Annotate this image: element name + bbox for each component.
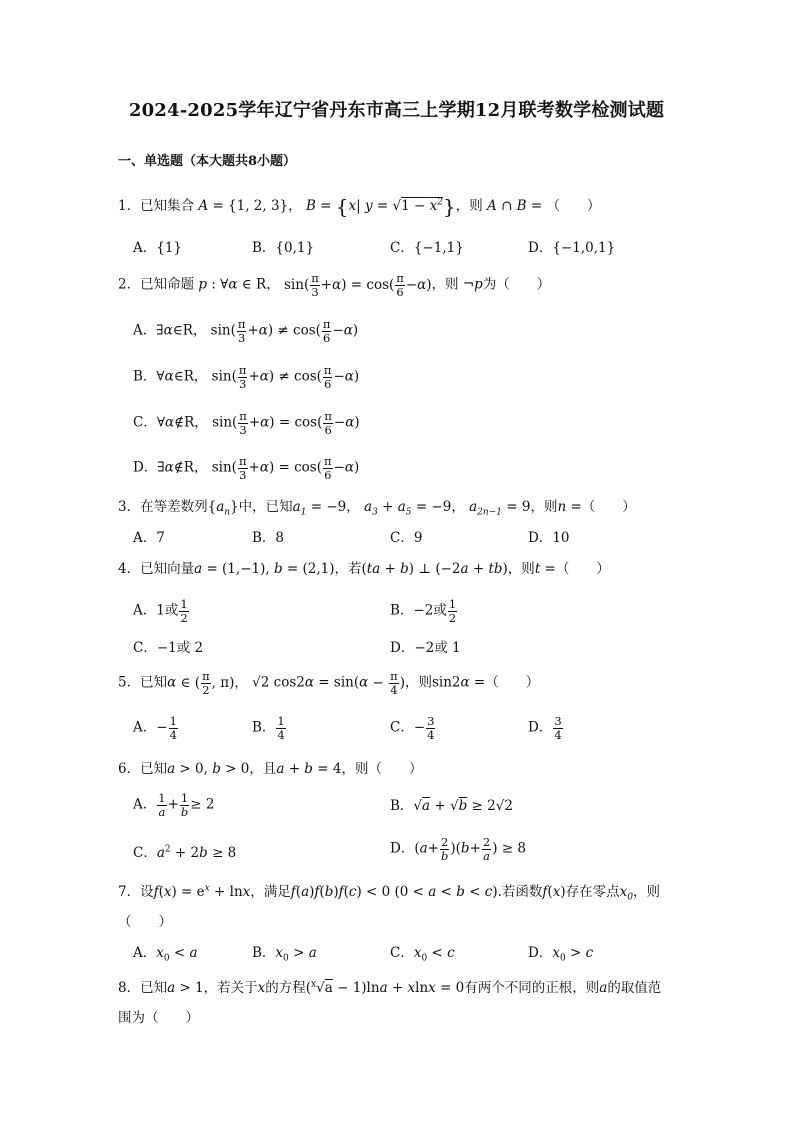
formula: p : ∀α ∈ R， xyxy=(198,276,280,293)
formula: $\{a_n\}$ xyxy=(207,499,239,518)
option-c: C．− $\frac{3}{4}$ xyxy=(390,714,435,742)
question-text: ，则（ ） xyxy=(341,761,423,777)
question-7-line2: （ ） xyxy=(118,914,172,930)
question-text: ，若 xyxy=(334,561,362,577)
question-number: 2． xyxy=(118,276,141,293)
question-number: 8． xyxy=(118,980,141,996)
question-text: 有两个不同的正根，则 xyxy=(464,980,600,996)
question-text: 的取值范 xyxy=(607,980,662,996)
question-number: 7． xyxy=(118,884,141,900)
question-text: ，则 xyxy=(404,674,432,691)
question-text: 已知向量 xyxy=(140,561,195,577)
formula: $a_1 = -9$， $a_3 + a_5 = -9$， $a_{2n-1} = 9$ xyxy=(292,499,531,518)
option-b: B．−2或 $\frac{1}{2}$ xyxy=(390,597,457,625)
option-b: B．8 xyxy=(252,530,285,546)
formula: f(a)f(b)f(c) < 0 (0 < a < b < c) xyxy=(290,884,498,900)
question-text: 在等差数列 xyxy=(140,499,208,515)
formula: $f(x) = e^x + \ln x$ xyxy=(153,883,251,900)
question-text: 已知集合 xyxy=(140,198,195,214)
option-d: D．(a+ $\frac{2}{b}$ )(b+ $\frac{2}{a}$ ) ≥ 8 xyxy=(390,835,526,863)
formula: B = {x| $y = √1 - x^2$} xyxy=(305,194,456,219)
answer-blank: （ ） xyxy=(546,198,601,214)
question-text: .若函数 xyxy=(497,884,543,900)
option-d: D．∃α∉R， sin( $\frac{\pi}{3}$ +α) = cos( $\frac{\pi}{6}$ −α) xyxy=(133,454,360,482)
question-3 xyxy=(118,495,636,518)
formula: A = {1, 2, 3} xyxy=(198,198,289,214)
option-c: C．−1或 2 xyxy=(133,640,204,656)
question-text: 存在零点 xyxy=(565,884,620,900)
question-2 xyxy=(118,272,550,298)
formula: A ∩ B = xyxy=(487,198,543,214)
option-b: B．∀α∈R， sin( $\frac{\pi}{3}$ +α) ≠ cos( $\frac{\pi}{6}$ −α) xyxy=(133,363,360,391)
question-5 xyxy=(118,670,539,696)
option-b: B．√a + √b ≥ 2√2 xyxy=(390,798,513,814)
question-text: ，且 xyxy=(249,761,277,777)
option-b: B．$x_0 > a$ xyxy=(252,945,317,964)
question-text: ，则 xyxy=(632,884,660,900)
question-text: ，则 xyxy=(431,276,459,293)
page-title: 2024-2025学年辽宁省丹东市高三上学期12月联考数学检测试题 xyxy=(128,100,665,121)
question-8-line2: 围为（ ） xyxy=(118,1010,199,1026)
answer-blank: （ ） xyxy=(485,674,540,691)
option-d: D．−2或 1 xyxy=(390,640,461,656)
answer-blank: （ ） xyxy=(555,561,610,577)
formula: ¬p xyxy=(462,276,483,293)
question-text: 中，已知 xyxy=(238,499,293,515)
formula: a + b = 4 xyxy=(276,761,342,777)
question-4 xyxy=(118,557,610,577)
option-d: D．10 xyxy=(528,530,570,546)
formula: t = xyxy=(534,561,556,577)
question-number: 5． xyxy=(118,674,141,691)
option-a: A．1或 $\frac{1}{2}$ xyxy=(133,597,188,625)
option-a: A．− $\frac{1}{4}$ xyxy=(133,714,177,742)
option-a: A．{1} xyxy=(133,240,183,256)
question-number: 6． xyxy=(118,761,141,777)
formula: x xyxy=(257,980,266,996)
formula: a > 1 xyxy=(167,980,204,996)
formula: n = xyxy=(557,499,582,515)
question-7 xyxy=(118,880,660,903)
option-c: C．$x_0 < c$ xyxy=(390,945,455,964)
question-text: 设 xyxy=(140,884,154,900)
formula: f(x) xyxy=(542,884,566,900)
answer-blank: （ ） xyxy=(581,499,636,515)
option-c: C．$a^2 + 2b \ge 8$ xyxy=(133,844,237,861)
formula: a = (1,−1), b = (2,1) xyxy=(194,561,335,577)
question-text: 已知 xyxy=(140,674,168,691)
question-text: 已知 xyxy=(140,980,168,996)
option-d: D．$x_0 > c$ xyxy=(528,945,594,964)
formula: α ∈ ( $\frac{\pi}{2}$ , π)， √2 cos2α = sin(α − $\frac{\pi}{4}$ ) xyxy=(167,669,405,697)
option-d: D． $\frac{3}{4}$ xyxy=(528,714,562,742)
formula: sin( $\frac{\pi}{3}$ +α) = cos( $\frac{\pi}{6}$ −α) xyxy=(284,271,432,299)
question-text: 为（ ） xyxy=(482,276,551,293)
question-text: 已知命题 xyxy=(140,276,195,293)
option-a: A． $\frac{1}{a}$ + $\frac{1}{b}$ ≥ 2 xyxy=(133,791,215,819)
question-text: ，则 xyxy=(455,198,483,214)
question-number: 3． xyxy=(118,499,141,515)
question-text: 的方程 xyxy=(265,980,306,996)
question-text: 已知 xyxy=(140,761,168,777)
formula: (ta + b) ⊥ (−2a + tb) xyxy=(361,561,508,577)
option-a: A．7 xyxy=(133,530,165,546)
formula: $x_0$ xyxy=(619,884,633,903)
option-c: C．∀α∉R， sin( $\frac{\pi}{3}$ +α) = cos( $\frac{\pi}{6}$ −α) xyxy=(133,409,360,437)
question-text: ，则 xyxy=(507,561,535,577)
option-b: B．{0,1} xyxy=(252,240,315,256)
question-number: 1． xyxy=(118,198,141,214)
question-1: 1．已知集合 A = {1, 2, 3}， B = {x| $y = √1 - x^2$}，则 A ∩ B = （ ） xyxy=(118,194,601,219)
option-a: A．$x_0 < a$ xyxy=(133,945,198,964)
formula: a xyxy=(599,980,608,996)
option-c: C．9 xyxy=(390,530,423,546)
question-text: ，则 xyxy=(530,499,558,515)
option-d: D．{−1,0,1} xyxy=(528,240,616,256)
question-6 xyxy=(118,757,422,777)
option-a: A．∃α∈R， sin( $\frac{\pi}{3}$ +α) ≠ cos( $\frac{\pi}{6}$ −α) xyxy=(133,317,359,345)
question-8 xyxy=(118,976,661,996)
option-b: B． $\frac{1}{4}$ xyxy=(252,714,285,742)
question-text: ，满足 xyxy=(250,884,291,900)
option-c: C．{−1,1} xyxy=(390,240,464,256)
formula: a > 0, b > 0 xyxy=(167,761,250,777)
formula: sin2α = xyxy=(431,674,486,691)
formula: ($^x$√a − 1)lna + xlnx = 0 xyxy=(305,979,465,996)
question-number: 4． xyxy=(118,561,141,577)
section-heading: 一、单选题（本大题共8小题） xyxy=(118,154,297,169)
question-text: ，若关于 xyxy=(203,980,258,996)
